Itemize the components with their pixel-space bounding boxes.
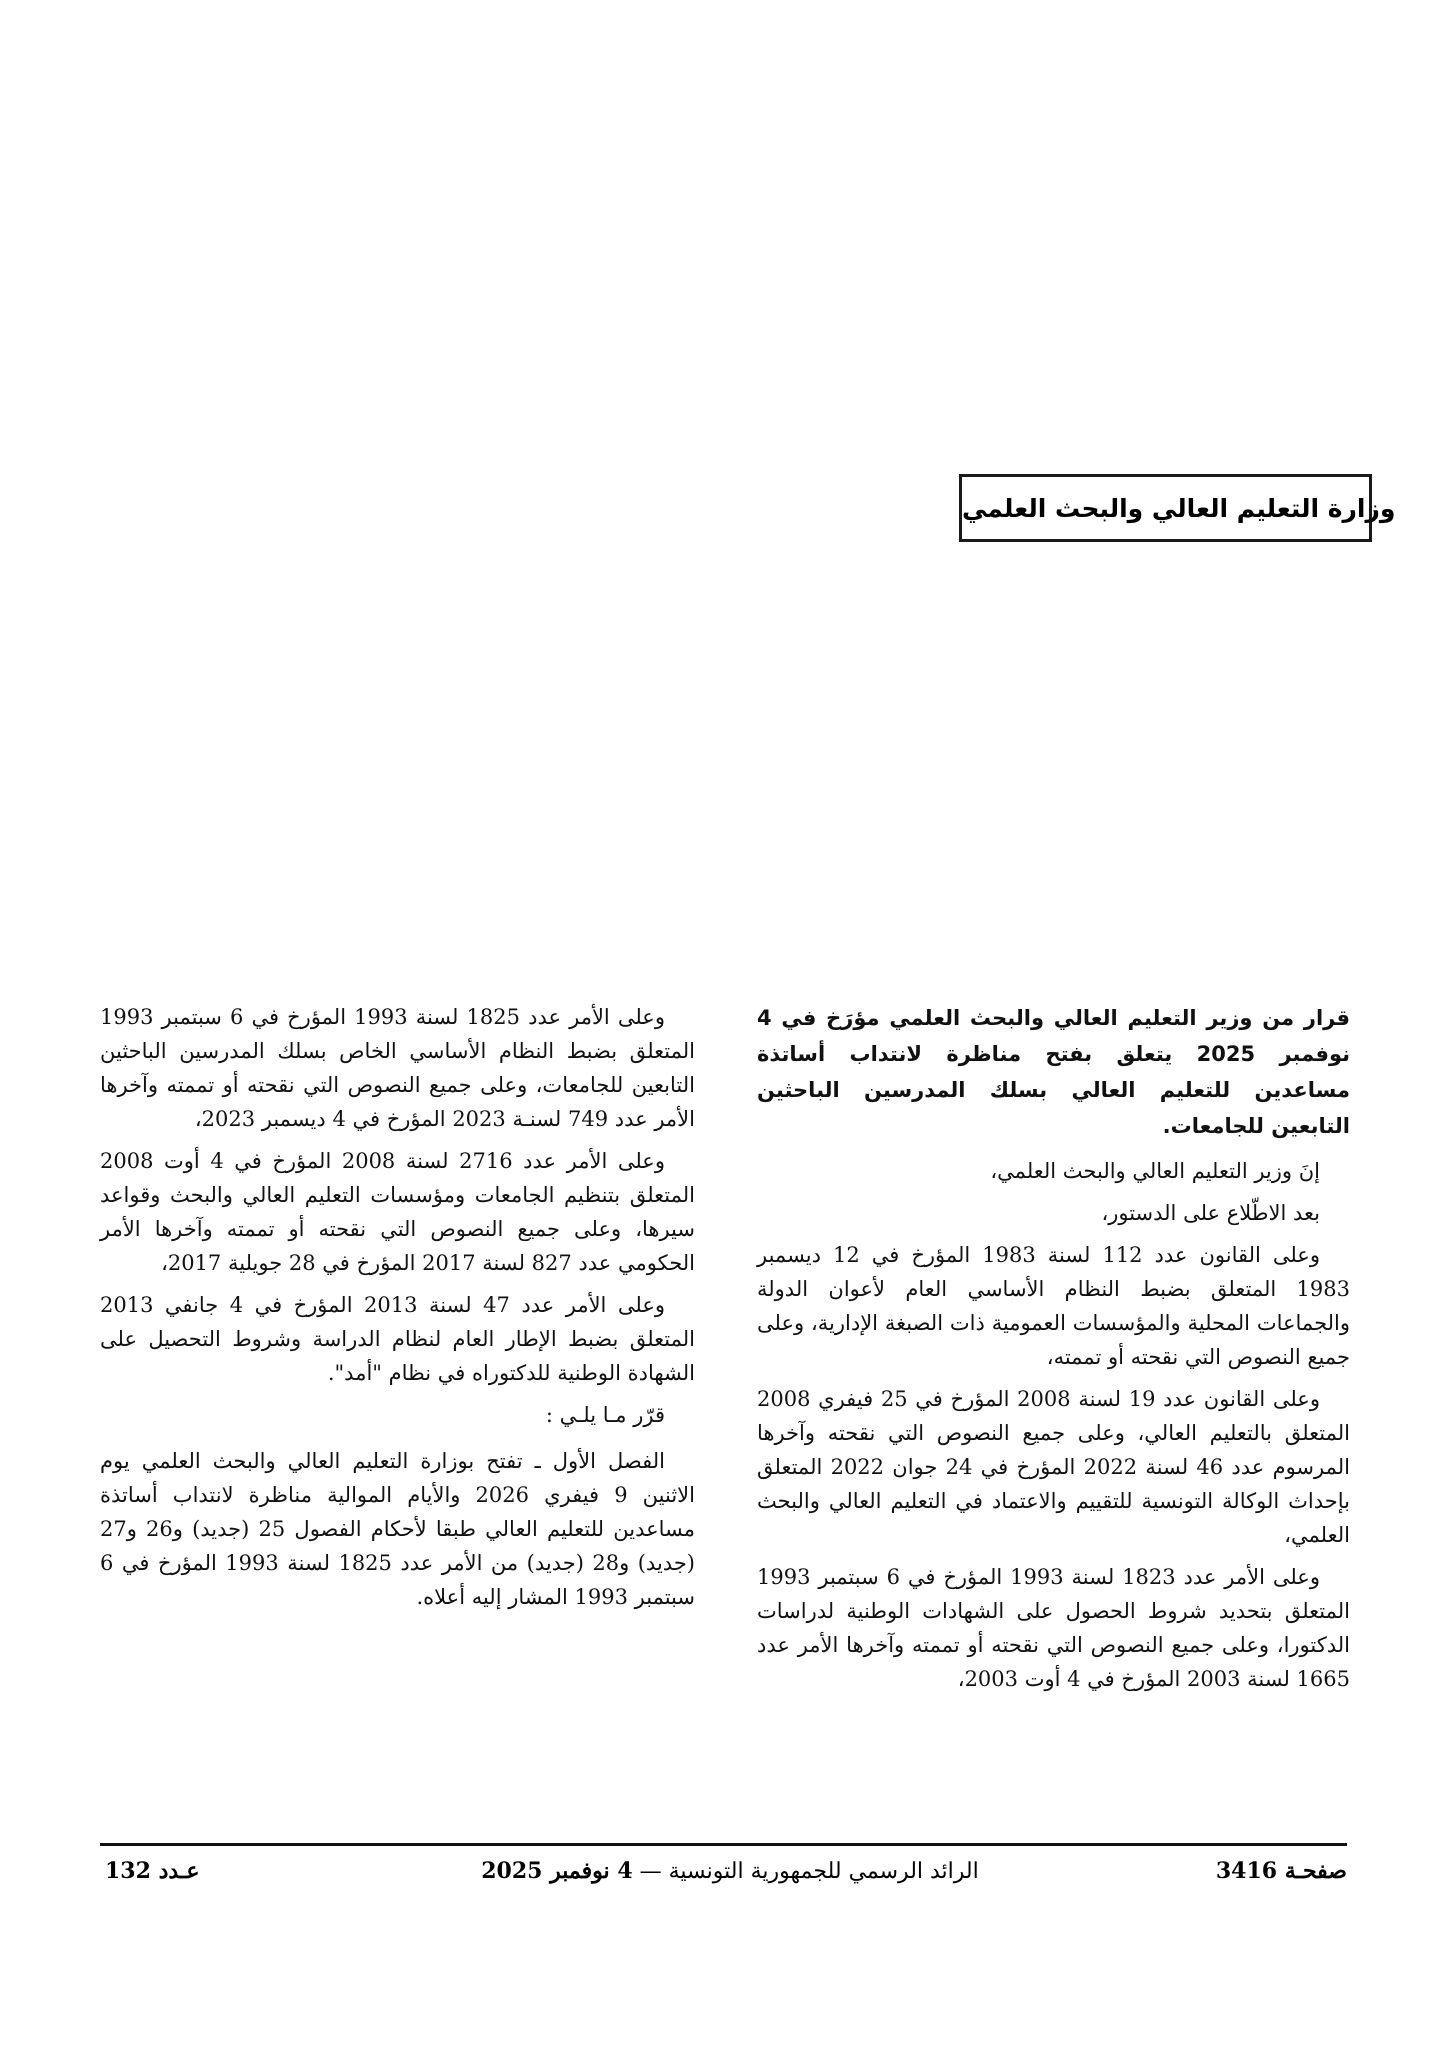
footer-journal-name: الرائد الرسمي للجمهورية التونسية [668,1859,979,1884]
right-column [757,1000,1350,1704]
footer-page-number: صفحـة 3416 [1215,1858,1347,1884]
ministry-name: وزارة التعليم العالي والبحث العلمي [962,493,1396,523]
left-column [100,1000,695,1622]
footer-divider [100,1843,1347,1846]
footer-date: 4 نوفمبر 2025 [481,1858,633,1884]
paragraph-order-1823-1993: وعلى الأمر عدد 1823 لسنة 1993 المؤرخ في 6 سبتمبر 1993 المتعلق بتحديد شروط الحصول على الشهادات الوطنية لدراسات الدكتورا، وعلى جميع النصوص التي نقحته أو تممته وآخرها الأمر عدد 1665 لسنة 2003 المؤرخ في 4 أوت 2003، [757,1565,1350,1691]
footer-issue-number: عـدد 132 [105,1858,200,1884]
decided-heading: قرّر مـا يلـي : [545,1403,665,1427]
paragraph-law-112-1983: وعلى القانون عدد 112 لسنة 1983 المؤرخ في 12 ديسمبر 1983 المتعلق بضبط النظام الأساسي العام لأعوان الدولة والجماعات المحلية والمؤسسات العمومية ذات الصبغة الإدارية، وعلى جميع النصوص التي نقحته أو تممته، [757,1243,1350,1369]
paragraph-order-47-2013: وعلى الأمر عدد 47 لسنة 2013 المؤرخ في 4 جانفي 2013 المتعلق بضبط الإطار العام لنظام الدراسة وشروط التحصيل على الشهادة الوطنية للدكتوراه في نظام "أمد". [100,1293,695,1385]
ministry-header-box [959,474,1396,542]
paragraph-order-2716-2008: وعلى الأمر عدد 2716 لسنة 2008 المؤرخ في 4 أوت 2008 المتعلق بتنظيم الجامعات ومؤسسات التعليم العالي والبحث وقواعد سيرها، وعلى جميع النصوص التي نقحته أو تممته وآخرها الأمر الحكومي عدد 827 لسنة 2017 المؤرخ في 28 جويلية 2017، [100,1149,695,1275]
paragraph-constitution: بعد الاطّلاع على الدستور، [1101,1201,1320,1225]
paragraph-order-1825-1993: وعلى الأمر عدد 1825 لسنة 1993 المؤرخ في 6 سبتمبر 1993 المتعلق بضبط النظام الأساسي الخاص بسلك المدرسين الباحثين التابعين للجامعات، وعلى جميع النصوص التي نقحته أو تممته وآخرها الأمر عدد 749 لسنـة 2023 المؤرخ في 4 ديسمبر 2023، [100,1005,695,1131]
paragraph-minister: إنَ وزير التعليم العالي والبحث العلمي، [990,1159,1320,1183]
article-one: الفصل الأول ـ تفتح بوزارة التعليم العالي والبحث العلمي يوم الاثنين 9 فيفري 2026 والأيام الموالية مناظرة لانتداب أساتذة مساعدين للتعليم العالي طبقا لأحكام الفصول 25 (جديد) و26 و27 (جديد) و28 (جديد) من الأمر عدد 1825 لسنة 1993 المؤرخ في 6 سبتمبر 1993 المشار إليه أعلاه. [100,1449,695,1609]
footer-journal-line [470,1858,990,1894]
decree-title: قرار من وزير التعليم العالي والبحث العلمي مؤرَخ في 4 نوفمبر 2025 يتعلق بفتح مناظرة لانتداب أساتذة مساعدين للتعليم العالي بسلك المدرسين الباحثين التابعين للجامعات. [757,1006,1350,1138]
footer-separator: — [639,1859,662,1884]
paragraph-law-19-2008: وعلى القانون عدد 19 لسنة 2008 المؤرخ في 25 فيفري 2008 المتعلق بالتعليم العالي، وعلى جميع النصوص التي نقحته وآخرها المرسوم عدد 46 لسنة 2022 المؤرخ في 24 جوان 2022 المتعلق بإحداث الوكالة التونسية للتقييم والاعتماد في التعليم العالي والبحث العلمي، [757,1387,1350,1547]
